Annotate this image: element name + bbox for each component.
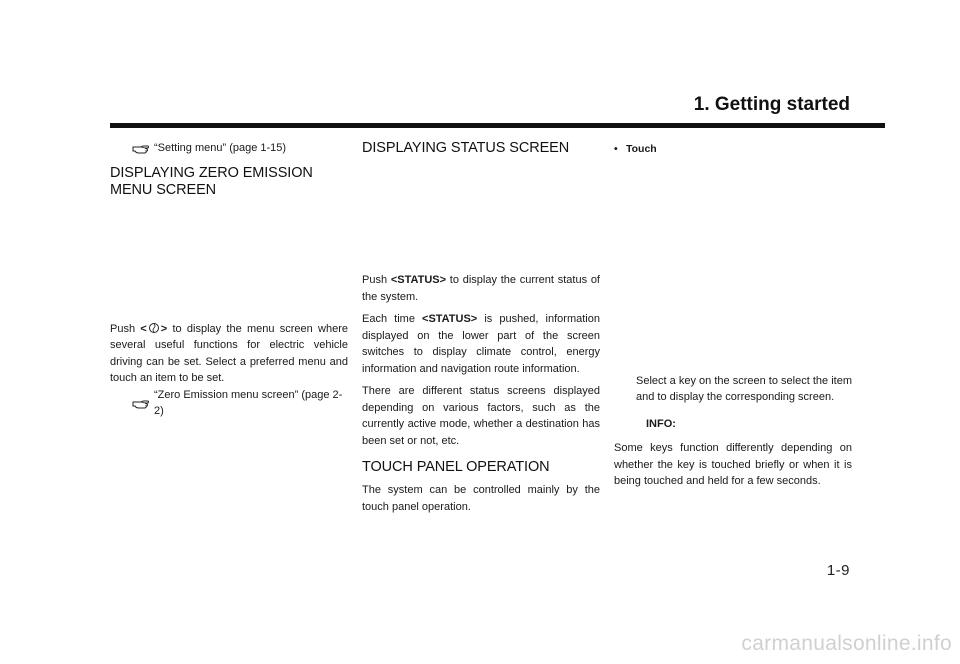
watermark: carmanualsonline.info xyxy=(741,632,952,655)
reference-zero-emission xyxy=(110,387,348,420)
reference-text: “Setting menu” (page 1-15) xyxy=(154,142,287,154)
section-heading-zero-emission: DISPLAYING ZERO EMISSION MENU SCREEN xyxy=(110,164,313,198)
pointing-hand-icon xyxy=(132,397,150,409)
reference-text: “Zero Emission menu screen” (page 2-2) xyxy=(154,388,343,417)
paragraph-status-varieties: There are different status screens displayed depending on various factors, such as the currently active mode, whether a destination has been set or not, etc. xyxy=(362,385,600,447)
paragraph-select-key: Select a key on the screen to select the item and to display the corresponding screen. xyxy=(636,374,852,403)
pointing-hand-icon xyxy=(132,142,150,154)
reference-setting-menu xyxy=(110,140,348,157)
chapter-title: 1. Getting started xyxy=(693,94,850,115)
paragraph-info: Some keys function differently depending on whether the key is touched briefly or when it is being touched and held for a few seconds. xyxy=(614,442,852,487)
page-number: 1-9 xyxy=(826,562,850,579)
paragraph-status-push: Push <STATUS> to display the current status of the system. xyxy=(362,274,600,303)
bullet-label: Touch xyxy=(626,143,657,155)
header-rule xyxy=(110,123,885,128)
column-2 xyxy=(362,138,600,515)
section-heading-touch-panel: TOUCH PANEL OPERATION xyxy=(362,459,550,475)
paragraph-touch-panel: The system can be controlled mainly by the touch panel operation. xyxy=(362,484,600,513)
info-label: INFO: xyxy=(646,417,676,430)
bullet-marker: • xyxy=(614,143,618,155)
column-1 xyxy=(110,138,348,420)
bullet-touch xyxy=(614,141,852,158)
section-heading-status: DISPLAYING STATUS SCREEN xyxy=(362,140,570,156)
zero-emission-icon xyxy=(148,322,160,334)
paragraph-status-cycle: Each time <STATUS> is pushed, information displayed on the lower part of the screen switches to display climate control, energy information and navigation route information. xyxy=(362,313,600,375)
column-3 xyxy=(614,138,852,490)
paragraph-zero-emission: Push < > to display the menu screen where several useful functions for electric vehicle driving can be set. Select a preferred menu and touch an item to be set. xyxy=(110,322,348,384)
